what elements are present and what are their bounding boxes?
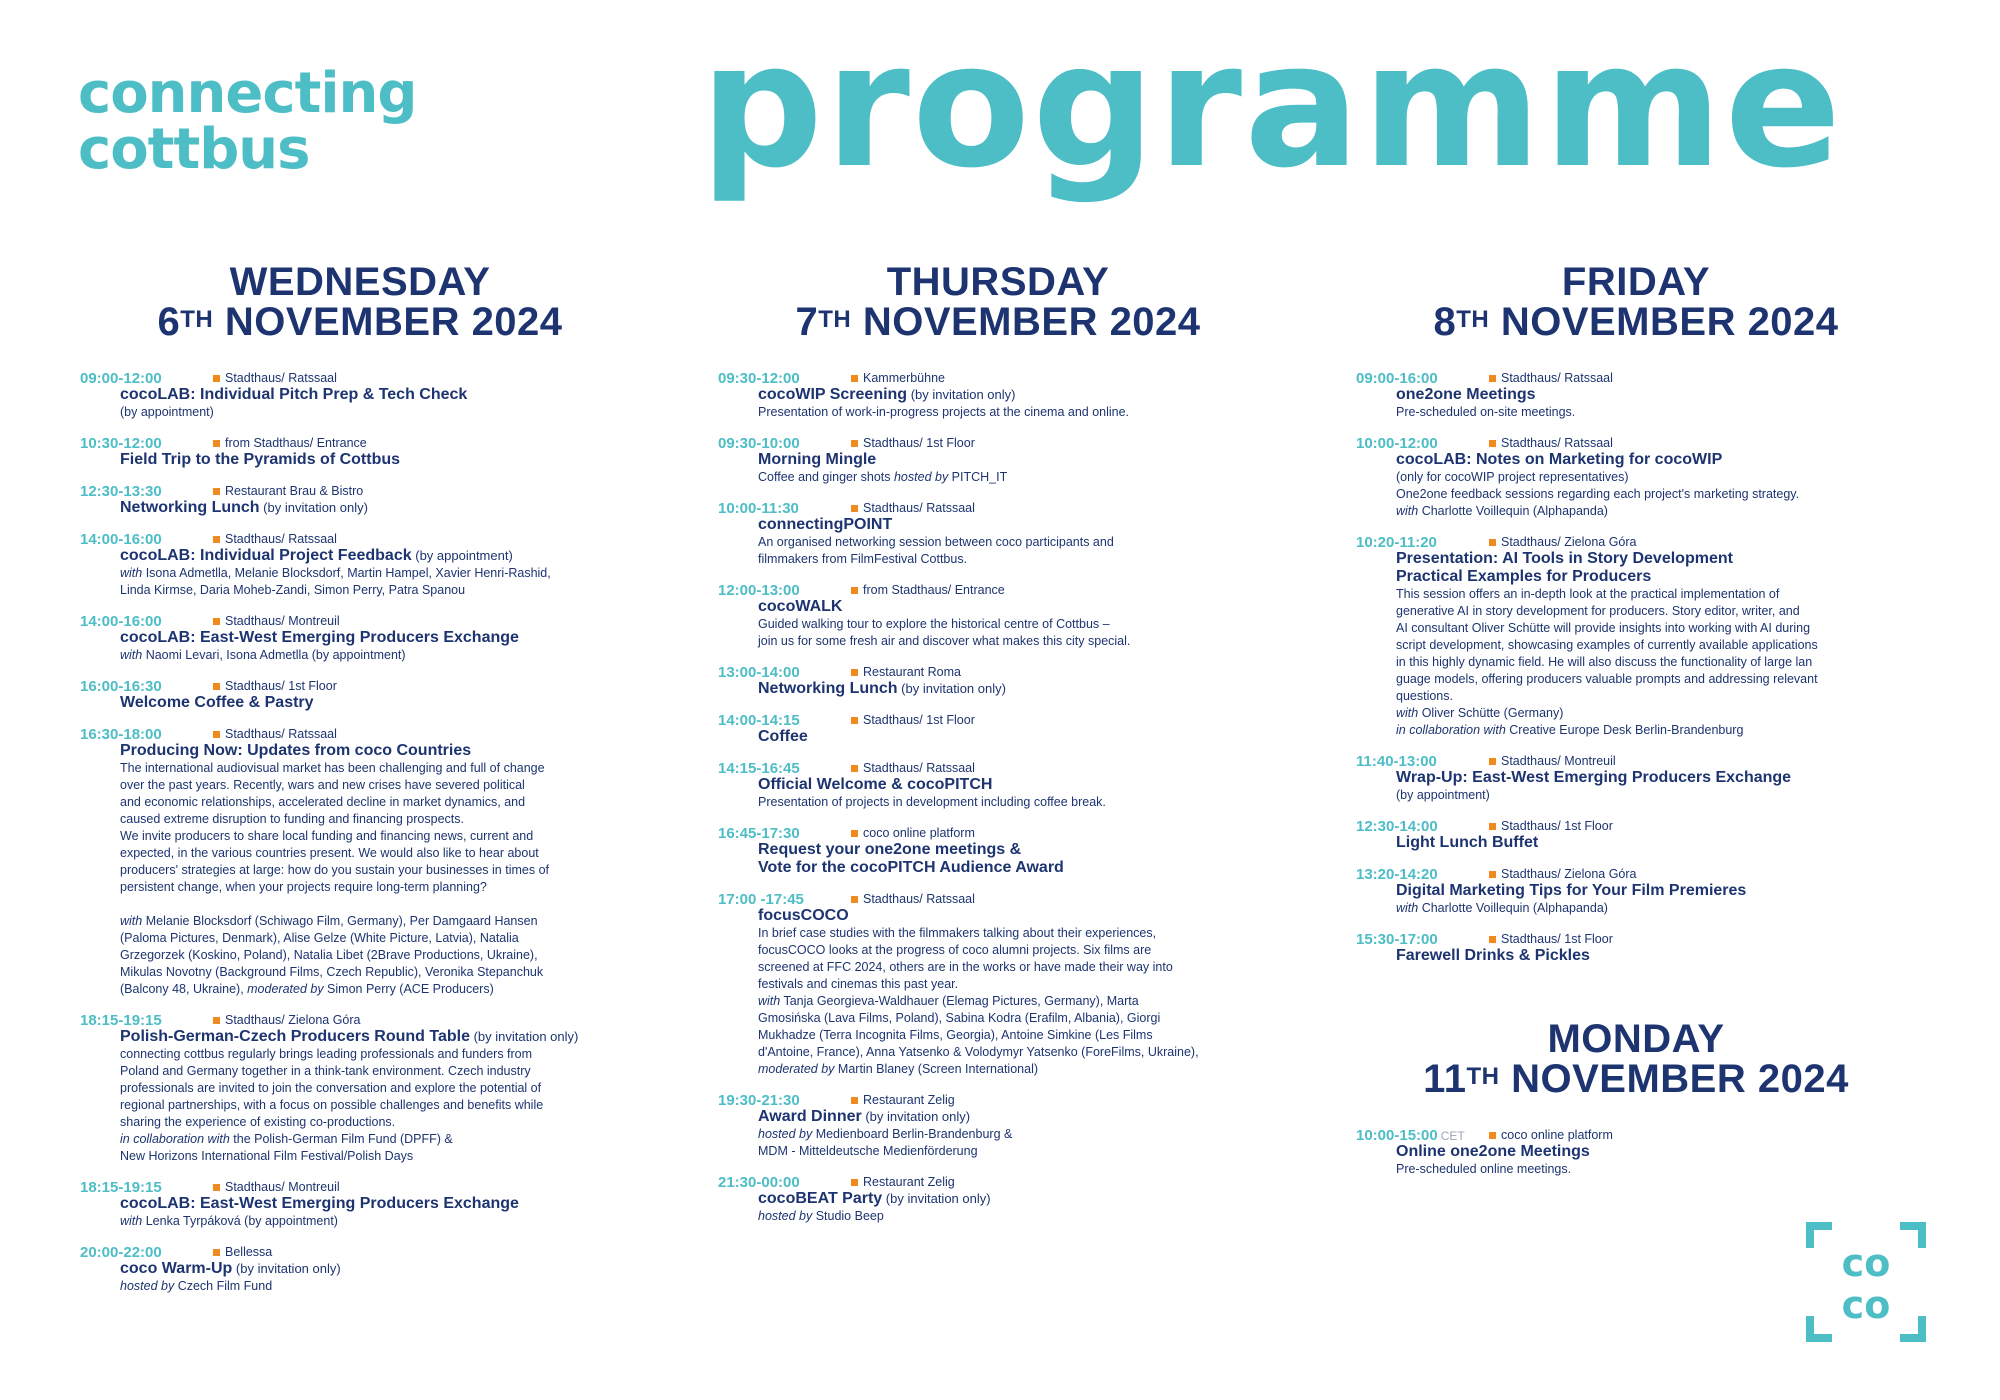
- orange-square-bullet-icon: [1489, 1132, 1496, 1139]
- orange-square-bullet-icon: [1489, 823, 1496, 830]
- event-item: [718, 1092, 1298, 1160]
- event-item: [1356, 1127, 1936, 1178]
- event-time: 14:00-16:00: [80, 530, 162, 548]
- event-location: Stadthaus/ Ratssaal: [1489, 371, 1613, 385]
- event-time: 16:45-17:30: [718, 824, 800, 842]
- orange-square-bullet-icon: [213, 618, 220, 625]
- event-location: Stadthaus/ 1st Floor: [1489, 932, 1613, 946]
- orange-square-bullet-icon: [1489, 375, 1496, 382]
- event-time: 12:30-13:30: [80, 482, 162, 500]
- event-detail-line: Gmosińska (Lava Films, Poland), Sabina Kodra (Erafilm, Albania), Giorgi: [758, 1011, 1161, 1025]
- event-time: 10:00-12:00: [1356, 434, 1438, 452]
- event-item: [80, 613, 660, 664]
- day-name: WEDNESDAY: [229, 260, 491, 304]
- event-item: [1356, 534, 1936, 739]
- event-detail-line: Pre-scheduled on-site meetings.: [1396, 405, 1576, 419]
- event-time: 09:30-10:00: [718, 434, 800, 452]
- event-detail-line: Grzegorzek (Koskino, Poland), Natalia Libet (2Brave Productions, Ukraine),: [120, 948, 538, 962]
- event-title: Producing Now: Updates from coco Countries: [120, 742, 472, 759]
- event-detail-line: with Isona Admetlla, Melanie Blocksdorf, Martin Hampel, Xavier Henri-Rashid,: [120, 566, 551, 580]
- event-location: Stadthaus/ Zielona Góra: [1489, 867, 1637, 881]
- event-location: Stadthaus/ Ratssaal: [851, 501, 975, 515]
- event-detail-line: Presentation of work-in-progress projects at the cinema and online.: [758, 405, 1130, 419]
- event-location: Stadthaus/ Ratssaal: [213, 532, 337, 546]
- orange-square-bullet-icon: [213, 440, 220, 447]
- event-item: [718, 370, 1298, 421]
- event-location: from Stadthaus/ Entrance: [213, 436, 367, 450]
- orange-square-bullet-icon: [851, 669, 858, 676]
- event-detail-line: expected, in the various countries present. We would also like to hear about: [120, 846, 539, 860]
- event-detail-line: An organised networking session between coco participants and: [758, 535, 1114, 549]
- event-list: [1356, 370, 1936, 965]
- event-location: Stadthaus/ Zielona Góra: [213, 1013, 361, 1027]
- brand-logo-text: [78, 61, 417, 182]
- event-item: [718, 760, 1298, 811]
- event-detail-line: generative AI in story development for producers. Story editor, writer, and: [1396, 604, 1800, 618]
- event-item: [718, 891, 1298, 1078]
- event-detail-line: festivals and cinemas this past year.: [758, 977, 959, 991]
- event-item: [80, 1244, 660, 1295]
- event-location: Stadthaus/ Ratssaal: [1489, 436, 1613, 450]
- orange-square-bullet-icon: [1489, 871, 1496, 878]
- event-detail-line: Mukhadze (Terra Incognita Films, Georgia), Antoine Simkine (Les Films: [758, 1028, 1153, 1042]
- day-heading-thursday: [698, 262, 1298, 342]
- orange-square-bullet-icon: [1489, 539, 1496, 546]
- orange-square-bullet-icon: [851, 375, 858, 382]
- orange-square-bullet-icon: [851, 1179, 858, 1186]
- event-detail-line: filmmakers from FilmFestival Cottbus.: [758, 552, 968, 566]
- orange-square-bullet-icon: [213, 683, 220, 690]
- event-title: Field Trip to the Pyramids of Cottbus: [120, 451, 401, 468]
- event-location: Stadthaus/ 1st Floor: [1489, 819, 1613, 833]
- event-location: Stadthaus/ Ratssaal: [213, 727, 337, 741]
- event-title: Networking Lunch (by invitation only): [120, 499, 368, 516]
- event-time: 20:00-22:00: [80, 1243, 162, 1261]
- event-time: 18:15-19:15: [80, 1178, 162, 1196]
- orange-square-bullet-icon: [851, 1097, 858, 1104]
- event-detail-line: (by appointment): [120, 405, 214, 419]
- orange-square-bullet-icon: [851, 717, 858, 724]
- event-time: 13:00-14:00: [718, 663, 800, 681]
- column-friday: [1356, 262, 1936, 1192]
- event-detail-line: (only for cocoWIP project representatives): [1396, 470, 1629, 484]
- event-location: Stadthaus/ Zielona Góra: [1489, 535, 1637, 549]
- event-item: [1356, 435, 1936, 520]
- event-title: focusCOCO: [758, 907, 849, 924]
- event-detail-line: with Lenka Tyrpáková (by appointment): [120, 1214, 338, 1228]
- event-location: Stadthaus/ Montreuil: [213, 614, 340, 628]
- event-detail-line: in collaboration with the Polish-German Film Fund (DPFF) &: [120, 1132, 453, 1146]
- event-time: 10:00-11:30: [718, 499, 799, 517]
- event-title: Polish-German-Czech Producers Round Table (by invitation only): [120, 1028, 579, 1045]
- day-date: 8TH NOVEMBER 2024: [1433, 300, 1839, 344]
- event-item: [718, 825, 1298, 877]
- event-item: [718, 500, 1298, 568]
- event-location: Restaurant Roma: [851, 665, 961, 679]
- orange-square-bullet-icon: [213, 375, 220, 382]
- event-title: Farewell Drinks & Pickles: [1396, 947, 1590, 964]
- event-title: cocoLAB: Individual Project Feedback (by appointment): [120, 547, 513, 564]
- event-title: cocoLAB: East-West Emerging Producers Exchange: [120, 629, 519, 646]
- event-time: 15:30-17:00: [1356, 930, 1438, 948]
- orange-square-bullet-icon: [851, 896, 858, 903]
- orange-square-bullet-icon: [213, 731, 220, 738]
- event-detail-line: in this highly dynamic field. He will also discuss the functionality of large lan: [1396, 655, 1813, 669]
- orange-square-bullet-icon: [213, 488, 220, 495]
- event-title: Wrap-Up: East-West Emerging Producers Exchange: [1396, 769, 1792, 786]
- event-item: [80, 531, 660, 599]
- column-thursday: [718, 262, 1298, 1239]
- event-item: [1356, 370, 1936, 421]
- event-detail-line: The international audiovisual market has been challenging and full of change: [120, 761, 545, 775]
- event-title: Networking Lunch (by invitation only): [758, 680, 1006, 697]
- event-item: [80, 483, 660, 517]
- event-time: 19:30-21:30: [718, 1091, 800, 1109]
- event-item: [718, 1174, 1298, 1225]
- event-title: cocoLAB: Notes on Marketing for cocoWIP: [1396, 451, 1723, 468]
- logo-text-top: co: [1841, 1241, 1891, 1285]
- event-detail-line: join us for some fresh air and discover what makes this city special.: [758, 634, 1131, 648]
- orange-square-bullet-icon: [213, 1249, 220, 1256]
- event-time: 09:00-12:00: [80, 369, 162, 387]
- event-title: cocoWALK: [758, 598, 843, 615]
- event-time: 16:30-18:00: [80, 725, 162, 743]
- event-detail-line: AI consultant Oliver Schütte will provide insights into working with AI during: [1396, 621, 1811, 635]
- event-item: [80, 1179, 660, 1230]
- event-title-line-2: Practical Examples for Producers: [1396, 568, 1652, 585]
- event-detail-line: connecting cottbus regularly brings leading professionals and funders from: [120, 1047, 533, 1061]
- event-location: Stadthaus/ 1st Floor: [851, 436, 975, 450]
- event-detail-line: caused extreme disruption to funding and financing prospects.: [120, 812, 464, 826]
- event-location: coco online platform: [851, 826, 975, 840]
- page-title: programme: [700, 5, 1844, 206]
- event-location: Bellessa: [213, 1245, 272, 1259]
- event-location: Stadthaus/ Montreuil: [213, 1180, 340, 1194]
- event-detail-line: professionals are invited to join the conversation and explore the potential of: [120, 1081, 542, 1095]
- event-detail-line: moderated by Martin Blaney (Screen International): [758, 1062, 1039, 1076]
- event-location: Stadthaus/ Ratssaal: [213, 371, 337, 385]
- event-location: Stadthaus/ Ratssaal: [851, 761, 975, 775]
- event-title: Welcome Coffee & Pastry: [120, 694, 314, 711]
- event-detail-line: questions.: [1396, 689, 1453, 703]
- event-item: [80, 726, 660, 998]
- event-detail-line: script development, showcasing examples of currently available applications: [1396, 638, 1818, 652]
- event-time: 14:15-16:45: [718, 759, 800, 777]
- event-time: 21:30-00:00: [718, 1173, 800, 1191]
- event-title: connectingPOINT: [758, 516, 893, 533]
- event-location: from Stadthaus/ Entrance: [851, 583, 1005, 597]
- event-detail-line: producers' strategies at large: how do you sustain your businesses in times of: [120, 863, 549, 877]
- day-name: FRIDAY: [1561, 260, 1711, 304]
- event-time: 10:00-15:00 CET: [1356, 1126, 1465, 1144]
- event-location: Stadthaus/ 1st Floor: [851, 713, 975, 727]
- event-time: 10:20-11:20: [1356, 533, 1437, 551]
- event-detail-line: with Charlotte Voillequin (Alphapanda): [1396, 504, 1608, 518]
- event-item: [718, 582, 1298, 650]
- event-detail-line: sharing the experience of existing co-productions.: [120, 1115, 396, 1129]
- orange-square-bullet-icon: [851, 587, 858, 594]
- event-detail-line: over the past years. Recently, wars and new crises have severed political: [120, 778, 525, 792]
- coco-logo: [1806, 1222, 1926, 1342]
- event-time: 12:30-14:00: [1356, 817, 1438, 835]
- event-location: Restaurant Brau & Bistro: [213, 484, 363, 498]
- event-item: [1356, 866, 1936, 917]
- event-title: cocoLAB: East-West Emerging Producers Exchange: [120, 1195, 519, 1212]
- day-date: 6TH NOVEMBER 2024: [157, 300, 563, 344]
- event-title: cocoLAB: Individual Pitch Prep & Tech Check: [120, 386, 468, 403]
- event-list: [1356, 1127, 1936, 1178]
- orange-square-bullet-icon: [1489, 758, 1496, 765]
- event-detail-line: (by appointment): [1396, 788, 1490, 802]
- day-name: THURSDAY: [886, 260, 1110, 304]
- event-title: Presentation: AI Tools in Story Development: [1396, 550, 1733, 567]
- event-time: 16:00-16:30: [80, 677, 162, 695]
- event-title-line-2: Vote for the cocoPITCH Audience Award: [758, 859, 1064, 876]
- brand-line-2: cottbus: [78, 117, 310, 182]
- event-detail-line: and economic relationships, accelerated decline in market dynamics, and: [120, 795, 526, 809]
- event-title: cocoWIP Screening (by invitation only): [758, 386, 1016, 403]
- event-detail-line: Poland and Germany together in a think-tank environment. Czech industry: [120, 1064, 531, 1078]
- event-title: Light Lunch Buffet: [1396, 834, 1539, 851]
- event-item: [718, 435, 1298, 486]
- event-detail-line: in collaboration with Creative Europe Desk Berlin-Brandenburg: [1396, 723, 1744, 737]
- orange-square-bullet-icon: [851, 830, 858, 837]
- event-detail-line: hosted by Czech Film Fund: [120, 1279, 273, 1293]
- event-item: [1356, 753, 1936, 804]
- event-location: Kammerbühne: [851, 371, 945, 385]
- event-item: [718, 712, 1298, 746]
- event-title: Digital Marketing Tips for Your Film Premieres: [1396, 882, 1747, 899]
- event-time: 18:15-19:15: [80, 1011, 162, 1029]
- event-title: Morning Mingle: [758, 451, 877, 468]
- event-detail-line: One2one feedback sessions regarding each project's marketing strategy.: [1396, 487, 1800, 501]
- monday-section: [1356, 1019, 1936, 1178]
- orange-square-bullet-icon: [213, 536, 220, 543]
- day-date: 11TH NOVEMBER 2024: [1423, 1057, 1849, 1101]
- coco-frame-icon: [1806, 1222, 1926, 1342]
- event-list: [80, 370, 660, 1295]
- event-detail-line: guage models, offering producers valuable prompts and addressing relevant: [1396, 672, 1818, 686]
- event-item: [1356, 931, 1936, 965]
- orange-square-bullet-icon: [213, 1184, 220, 1191]
- event-time: 09:30-12:00: [718, 369, 800, 387]
- orange-square-bullet-icon: [851, 765, 858, 772]
- event-location: Restaurant Zelig: [851, 1175, 955, 1189]
- event-detail-line: regional partnerships, with a focus on possible challenges and benefits while: [120, 1098, 544, 1112]
- event-detail-line: screened at FFC 2024, others are in the works or have made their way into: [758, 960, 1173, 974]
- event-title: cocoBEAT Party (by invitation only): [758, 1190, 991, 1207]
- event-location: coco online platform: [1489, 1128, 1613, 1142]
- orange-square-bullet-icon: [1489, 440, 1496, 447]
- event-detail-line: with Melanie Blocksdorf (Schiwago Film, Germany), Per Damgaard Hansen: [120, 914, 538, 928]
- event-item: [80, 370, 660, 421]
- event-detail-line: d'Antoine, France), Anna Yatsenko & Volodymyr Yatsenko (ForeFilms, Ukraine),: [758, 1045, 1199, 1059]
- event-detail-line: focusCOCO looks at the progress of coco alumni projects. Six films are: [758, 943, 1152, 957]
- event-location: Restaurant Zelig: [851, 1093, 955, 1107]
- brand-line-1: connecting: [78, 61, 417, 126]
- event-title: Award Dinner (by invitation only): [758, 1108, 971, 1125]
- event-location: Stadthaus/ Ratssaal: [851, 892, 975, 906]
- event-detail-line: with Charlotte Voillequin (Alphapanda): [1396, 901, 1608, 915]
- event-detail-line: with Tanja Georgieva-Waldhauer (Elemag Pictures, Germany), Marta: [758, 994, 1139, 1008]
- event-detail-line: MDM - Mitteldeutsche Medienförderung: [758, 1144, 978, 1158]
- day-heading-monday: [1336, 1019, 1936, 1099]
- event-item: [80, 435, 660, 469]
- event-detail-line: (Balcony 48, Ukraine), moderated by Simon Perry (ACE Producers): [120, 982, 494, 996]
- event-item: [1356, 818, 1936, 852]
- event-detail-line: In brief case studies with the filmmakers talking about their experiences,: [758, 926, 1157, 940]
- event-detail-line: We invite producers to share local funding and financing news, current and: [120, 829, 534, 843]
- day-heading-wednesday: [40, 262, 680, 342]
- event-detail-line: with Oliver Schütte (Germany): [1396, 706, 1564, 720]
- event-title: Coffee: [758, 728, 808, 745]
- event-time: 10:30-12:00: [80, 434, 162, 452]
- event-detail-line: persistent change, when your projects require long-term planning?: [120, 880, 487, 894]
- orange-square-bullet-icon: [851, 505, 858, 512]
- event-time: 14:00-16:00: [80, 612, 162, 630]
- event-detail-line: Guided walking tour to explore the historical centre of Cottbus –: [758, 617, 1110, 631]
- logo-text-bottom: co: [1841, 1283, 1891, 1327]
- orange-square-bullet-icon: [1489, 936, 1496, 943]
- event-time: 17:00 -17:45: [718, 890, 804, 908]
- event-location: Stadthaus/ Montreuil: [1489, 754, 1616, 768]
- event-detail-line: Coffee and ginger shots hosted by PITCH_IT: [758, 470, 1008, 484]
- event-title: Official Welcome & cocoPITCH: [758, 776, 993, 793]
- event-detail-line: with Naomi Levari, Isona Admetlla (by appointment): [120, 648, 406, 662]
- day-heading-friday: [1336, 262, 1936, 342]
- event-time: 11:40-13:00: [1356, 752, 1437, 770]
- orange-square-bullet-icon: [213, 1017, 220, 1024]
- event-detail-line: Linda Kirmse, Daria Moheb-Zandi, Simon Perry, Patra Spanou: [120, 583, 466, 597]
- day-name: MONDAY: [1547, 1017, 1725, 1061]
- event-title: Request your one2one meetings &: [758, 841, 1022, 858]
- event-list: [718, 370, 1298, 1225]
- event-detail-line: This session offers an in-depth look at the practical implementation of: [1396, 587, 1780, 601]
- event-detail-line: hosted by Studio Beep: [758, 1209, 884, 1223]
- event-time: 13:20-14:20: [1356, 865, 1438, 883]
- column-wednesday: [80, 262, 660, 1309]
- event-item: [718, 664, 1298, 698]
- orange-square-bullet-icon: [851, 440, 858, 447]
- event-time: 12:00-13:00: [718, 581, 800, 599]
- event-title: one2one Meetings: [1396, 386, 1536, 403]
- event-detail-line: New Horizons International Film Festival/Polish Days: [120, 1149, 414, 1163]
- event-detail-line: Presentation of projects in development including coffee break.: [758, 795, 1106, 809]
- event-detail-line: hosted by Medienboard Berlin-Brandenburg &: [758, 1127, 1013, 1141]
- event-title: coco Warm-Up (by invitation only): [120, 1260, 341, 1277]
- event-detail-line: Mikulas Novotny (Background Films, Czech Republic), Veronika Stepanchuk: [120, 965, 544, 979]
- event-detail-line: (Paloma Pictures, Denmark), Alise Gelze (White Picture, Latvia), Natalia: [120, 931, 519, 945]
- event-location: Stadthaus/ 1st Floor: [213, 679, 337, 693]
- event-item: [80, 678, 660, 712]
- day-date: 7TH NOVEMBER 2024: [795, 300, 1201, 344]
- event-item: [80, 1012, 660, 1165]
- event-time: 14:00-14:15: [718, 711, 800, 729]
- event-detail-line: Pre-scheduled online meetings.: [1396, 1162, 1572, 1176]
- event-title: Online one2one Meetings: [1396, 1143, 1590, 1160]
- event-time: 09:00-16:00: [1356, 369, 1438, 387]
